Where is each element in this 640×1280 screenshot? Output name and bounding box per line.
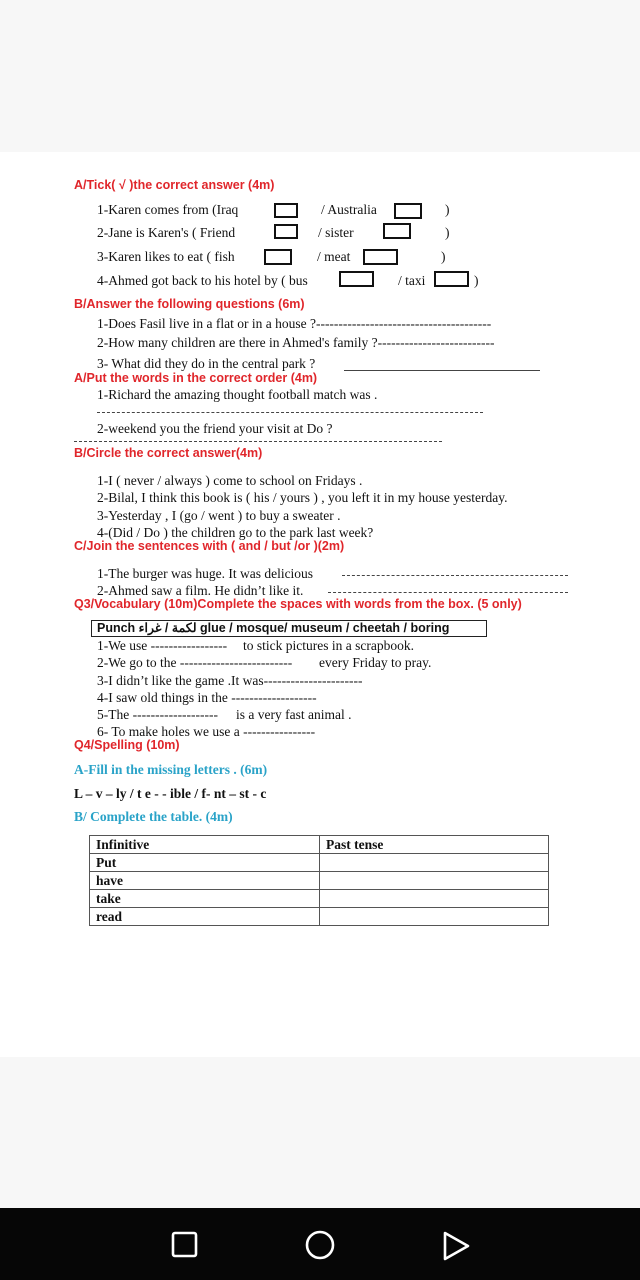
vocab-q5-start: 5-The ------------------- <box>97 707 219 722</box>
table-cell: read <box>90 908 320 926</box>
circle-title: B/Circle the correct answer(4m) <box>74 446 263 460</box>
join-title: C/Join the sentences with ( and / but /or )(2m) <box>74 539 345 553</box>
tick-box[interactable] <box>274 224 298 239</box>
answer-q1: 1-Does Fasil live in a flat or in a house ?--------------------------------------- <box>97 316 492 331</box>
answer-line <box>328 592 568 593</box>
vocab-q2-start: 2-We go to the ------------------------- <box>97 655 293 670</box>
tick-box[interactable] <box>274 203 298 218</box>
recents-square-icon[interactable] <box>170 1230 200 1260</box>
tick-box[interactable] <box>383 223 411 239</box>
tick-q4-option: / taxi <box>398 273 426 288</box>
table-row <box>90 890 549 908</box>
table-cell: take <box>90 890 320 908</box>
table-header-row <box>90 836 549 854</box>
word-box: Punch لكمة / غراء glue / mosque/ museum / cheetah / boring <box>91 620 487 637</box>
tick-box[interactable] <box>434 271 469 287</box>
section-a-title: A/Tick( √ )the correct answer (4m) <box>74 178 275 192</box>
tick-q1-stem: 1-Karen comes from (Iraq <box>97 202 239 217</box>
vocab-q1-end: to stick pictures in a scrapbook. <box>243 638 414 653</box>
tick-q1-end: ) <box>445 202 450 217</box>
worksheet-page <box>0 152 640 1057</box>
tick-q3-stem: 3-Karen likes to eat ( fish <box>97 249 235 264</box>
table-row <box>90 908 549 926</box>
table-row <box>90 854 549 872</box>
table-header-cell: Past tense <box>320 836 549 854</box>
tick-box[interactable] <box>264 249 292 265</box>
vocab-title: Q3/Vocabulary (10m)Complete the spaces with words from the box. (5 only) <box>74 597 522 611</box>
vocab-q1-start: 1-We use ----------------- <box>97 638 228 653</box>
past-tense-table <box>89 835 549 926</box>
join-q1: 1-The burger was huge. It was delicious <box>97 566 314 581</box>
missing-letters-words: L – v – ly / t e - - ible / f- nt – st - c <box>74 786 267 801</box>
table-cell-answer[interactable] <box>320 890 549 908</box>
circle-q3: 3-Yesterday , I (go / went ) to buy a sweater . <box>97 508 341 523</box>
circle-q4: 4-(Did / Do ) the children go to the park last week? <box>97 525 374 540</box>
vocab-q4: 4-I saw old things in the ------------------- <box>97 690 317 705</box>
table-header-cell: Infinitive <box>90 836 320 854</box>
answer-q2: 2-How many children are there in Ahmed's family ?-------------------------- <box>97 335 495 350</box>
tick-q2-end: ) <box>445 225 450 240</box>
table-cell-answer[interactable] <box>320 872 549 890</box>
complete-table-title: B/ Complete the table. (4m) <box>74 809 233 824</box>
tick-q3-end: ) <box>441 249 446 264</box>
fill-letters-title: A-Fill in the missing letters . (6m) <box>74 762 268 777</box>
answer-line <box>97 412 483 413</box>
tick-q2-stem: 2-Jane is Karen's ( Friend <box>97 225 236 240</box>
table-cell-answer[interactable] <box>320 854 549 872</box>
table-cell: have <box>90 872 320 890</box>
table-row <box>90 872 549 890</box>
vocab-q5-end: is a very fast animal . <box>236 707 352 722</box>
vocab-q3: 3-I didn’t like the game .It was---------------------- <box>97 673 363 688</box>
back-triangle-icon[interactable] <box>441 1230 471 1260</box>
vocab-q6: 6- To make holes we use a ---------------- <box>97 724 316 739</box>
answer-line <box>344 370 540 371</box>
section-b-title: B/Answer the following questions (6m) <box>74 297 305 311</box>
navigation-bar <box>0 1208 640 1280</box>
table-cell-answer[interactable] <box>320 908 549 926</box>
tick-q3-option: / meat <box>317 249 351 264</box>
tick-q4-end: ) <box>474 273 479 288</box>
tick-q2-option: / sister <box>318 225 354 240</box>
answer-line <box>342 575 568 576</box>
tick-q1-option: / Australia <box>321 202 377 217</box>
answer-line <box>74 441 442 442</box>
order-q1: 1-Richard the amazing thought football match was . <box>97 387 378 402</box>
table-cell: Put <box>90 854 320 872</box>
tick-q4-stem: 4-Ahmed got back to his hotel by ( bus <box>97 273 308 288</box>
answer-q3: 3- What did they do in the central park ? <box>97 356 316 371</box>
order-q2: 2-weekend you the friend your visit at Do ? <box>97 421 333 436</box>
home-circle-icon[interactable] <box>304 1230 334 1260</box>
circle-q1: 1-I ( never / always ) come to school on Fridays . <box>97 473 363 488</box>
join-q2: 2-Ahmed saw a film. He didn’t like it. <box>97 583 304 598</box>
order-title: A/Put the words in the correct order (4m) <box>74 371 318 385</box>
tick-box[interactable] <box>339 271 374 287</box>
tick-box[interactable] <box>363 249 398 265</box>
vocab-q2-end: every Friday to pray. <box>319 655 432 670</box>
circle-q2: 2-Bilal, I think this book is ( his / yours ) , you left it in my house yesterday. <box>97 490 508 505</box>
tick-box[interactable] <box>394 203 422 219</box>
spelling-title: Q4/Spelling (10m) <box>74 738 180 752</box>
